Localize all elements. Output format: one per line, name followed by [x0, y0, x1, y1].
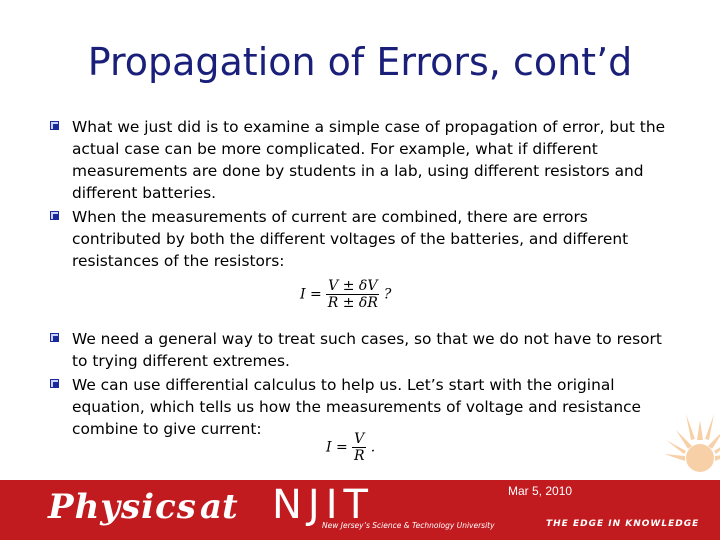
equation-denominator: R — [353, 448, 365, 464]
equation-numerator: V — [354, 431, 365, 447]
equation-suffix: . — [370, 439, 376, 456]
square-bullet-icon — [50, 379, 59, 388]
footer-date: Mar 5, 2010 — [508, 484, 573, 498]
equation-suffix: ? — [383, 286, 392, 303]
square-bullet-icon — [50, 333, 59, 342]
bullet-text: We can use differential calculus to help us. Let’s start with the original equation, which tells us how the measurements of voltage and resistance combine to give current: — [72, 376, 642, 438]
equation-lhs: I = — [300, 286, 322, 303]
equation-current — [326, 431, 375, 464]
equation-denominator: R ± δR — [327, 295, 378, 311]
bullet-item — [50, 206, 670, 272]
sun-logo-icon — [652, 400, 720, 480]
footer-at-label: at — [200, 487, 238, 527]
square-bullet-icon — [50, 211, 59, 220]
equation-numerator: V ± δV — [328, 278, 378, 294]
equation-fraction — [352, 431, 366, 464]
bullet-item — [50, 328, 670, 372]
bullet-text: What we just did is to examine a simple case of propagation of error, but the actual case can be more complicated. For example, what if different measurements are done by students in a lab, using different resistors and different batteries. — [72, 118, 666, 202]
bullet-text: We need a general way to treat such cases, so that we do not have to resort to trying different extremes. — [72, 330, 662, 370]
equation-current-with-errors — [300, 278, 391, 311]
equation-lhs: I = — [326, 439, 348, 456]
footer-banner — [0, 480, 720, 540]
footer-physics-label: Physics — [48, 487, 197, 527]
equation-fraction — [326, 278, 379, 311]
njit-logo: NJIT — [272, 482, 374, 528]
bullet-text: When the measurements of current are combined, there are errors contributed by both the different voltages of the batteries, and different resistances of the resistors: — [72, 208, 629, 270]
slide-title: Propagation of Errors, cont’d — [87, 40, 633, 84]
footer-tagline: THE EDGE IN KNOWLEDGE — [546, 519, 700, 529]
square-bullet-icon — [50, 121, 59, 130]
bullet-item — [50, 116, 670, 204]
footer-university-label: New Jersey’s Science & Technology University — [322, 521, 495, 530]
